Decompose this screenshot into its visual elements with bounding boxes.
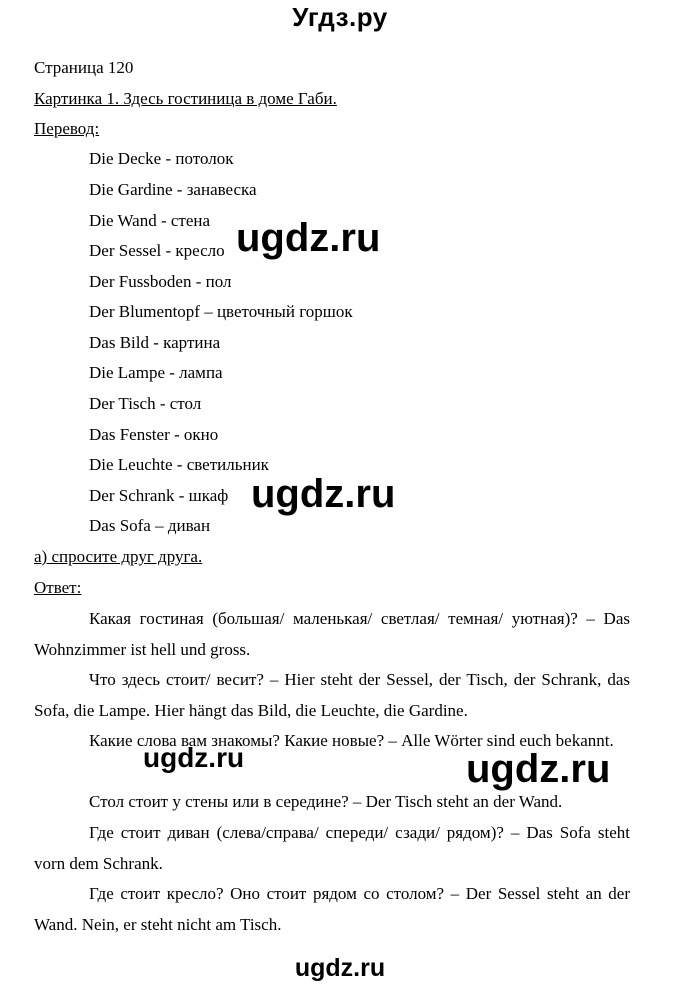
answer-text: Где стоит кресло? Оно стоит рядом со столом? – Der Sessel steht an der Wand. Nein, er steht nicht am Tisch. <box>34 884 630 934</box>
vocab-item: Der Sessel - кресло <box>89 241 225 260</box>
vocab-item: Der Schrank - шкаф <box>89 486 229 505</box>
picture-caption: Картинка 1. Здесь гостиница в доме Габи. <box>34 89 337 108</box>
vocab-item: Das Bild - картина <box>89 333 221 352</box>
answer-paragraph <box>34 603 630 665</box>
vocab-item: Die Gardine - занавеска <box>89 180 257 199</box>
task-label: а) спросите друг друга. <box>34 547 203 566</box>
vocab-item: Das Sofa – диван <box>89 516 211 535</box>
answer-label: Ответ: <box>34 578 82 597</box>
vocab-item: Der Fussboden - пол <box>89 272 232 291</box>
watermark: ugdz.ru <box>251 472 396 516</box>
translation-label: Перевод: <box>34 119 100 138</box>
footer-link[interactable]: ugdz.ru <box>294 954 386 982</box>
site-title: Угдз.ру <box>292 2 388 32</box>
answer-text: Стол стоит у стены или в середине? – Der Tisch steht an der Wand. <box>89 792 563 811</box>
vocab-item: Die Wand - стена <box>89 211 211 230</box>
vocab-item: Die Decke - потолок <box>89 149 234 168</box>
page-label: Страница 120 <box>34 58 134 77</box>
vocab-item: Die Leuchte - светильник <box>89 455 269 474</box>
watermark: ugdz.ru <box>466 747 611 791</box>
vocab-item: Der Tisch - стол <box>89 394 202 413</box>
answer-paragraph <box>34 664 630 726</box>
answer-paragraph <box>34 817 630 879</box>
watermark: ugdz.ru <box>236 216 381 260</box>
vocab-item: Das Fenster - окно <box>89 425 219 444</box>
answer-text: Какая гостиная (большая/ маленькая/ светлая/ темная/ уютная)? – Das Wohnzimmer ist hell und gross. <box>34 609 630 659</box>
watermark: ugdz.ru <box>143 742 245 773</box>
answer-paragraph <box>34 878 630 940</box>
vocab-item: Der Blumentopf – цветочный горшок <box>89 302 353 321</box>
answer-text: Какие слова вам знакомы? Какие новые? – Alle Wörter sind euch bekannt. <box>89 731 614 750</box>
vocab-item: Die Lampe - лампа <box>89 363 223 382</box>
answer-text: Где стоит диван (слева/справа/ спереди/ сзади/ рядом)? – Das Sofa steht vorn dem Schrank. <box>34 823 630 873</box>
answer-text: Что здесь стоит/ весит? – Hier steht der Sessel, der Tisch, der Schrank, das Sofa, die Lampe. Hier hängt das Bild, die Leuchte, die Gardine. <box>34 670 630 720</box>
